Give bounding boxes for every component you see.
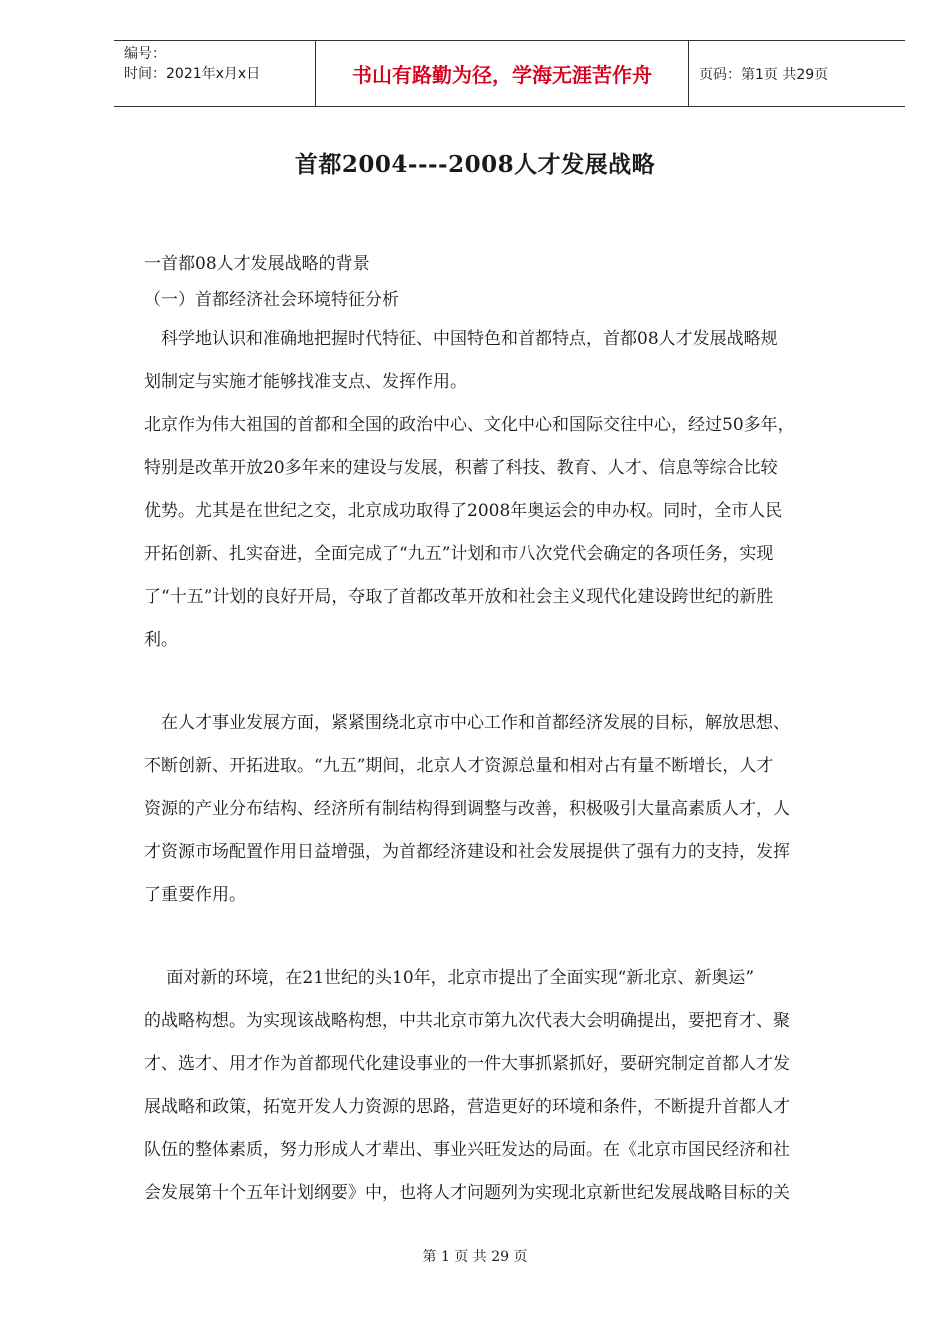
- document-title: 首都2004----2008人才发展战略: [294, 151, 656, 178]
- paragraph-line: 北京作为伟大祖国的首都和全国的政治中心、文化中心和国际交往中心，经过50多年，: [144, 415, 795, 435]
- paragraph-line: 优势。尤其是在世纪之交，北京成功取得了2008年奥运会的申办权。同时，全市人民: [144, 501, 783, 521]
- paragraph-line: 队伍的整体素质，努力形成人才辈出、事业兴旺发达的局面。在《北京市国民经济和社: [144, 1140, 790, 1160]
- header-meta: [114, 41, 316, 106]
- paragraph-line: 会发展第十个五年计划纲要》中，也将人才问题列为实现北京新世纪发展战略目标的关: [144, 1183, 790, 1203]
- paragraph-gap: [144, 917, 886, 957]
- paragraph-line: 了“十五”计划的良好开局，夺取了首都改革开放和社会主义现代化建设跨世纪的新胜: [144, 587, 774, 607]
- header-table: [114, 40, 905, 107]
- paragraph-line: 资源的产业分布结构、经济所有制结构得到调整与改善，积极吸引大量高素质人才，人: [144, 799, 790, 819]
- header-motto: 书山有路勤为径，学海无涯苦作舟: [316, 41, 689, 106]
- paragraph-line: 科学地认识和准确地把握时代特征、中国特色和首都特点，首都08人才发展战略规: [144, 329, 778, 349]
- paragraph-line: 划制定与实施才能够找准支点、发挥作用。: [144, 372, 467, 392]
- paragraph-line: 面对新的环境，在21世纪的头10年，北京市提出了全面实现“新北京、新奥运”: [144, 968, 755, 988]
- paragraph-line: 开拓创新、扎实奋进，全面完成了“九五”计划和市八次党代会确定的各项任务，实现: [144, 544, 774, 564]
- paragraph-line: 利。: [144, 630, 178, 650]
- paragraph-line: 特别是改革开放20多年来的建设与发展，积蓄了科技、教育、人才、信息等综合比较: [144, 458, 778, 478]
- document-body: [144, 246, 886, 1215]
- paragraph-line: 展战略和政策，拓宽开发人力资源的思路，营造更好的环境和条件，不断提升首都人才: [144, 1097, 790, 1117]
- paragraph-line: 在人才事业发展方面，紧紧围绕北京市中心工作和首都经济发展的目标，解放思想、: [144, 713, 790, 733]
- paragraph-1: [144, 318, 886, 404]
- subsection-heading: （一）首都经济社会环境特征分析: [144, 290, 399, 310]
- paragraph-gap: [144, 662, 886, 702]
- header-page-info: 页码：第1页 共29页: [699, 66, 829, 83]
- number-label: 编号：: [124, 46, 166, 62]
- paragraph-line: 才、选才、用才作为首都现代化建设事业的一件大事抓紧抓好，要研究制定首都人才发: [144, 1054, 790, 1074]
- paragraph-3: [144, 702, 886, 917]
- time-label: 时间：2021年x月x日: [124, 66, 261, 82]
- paragraph-line: 才资源市场配置作用日益增强，为首都经济建设和社会发展提供了强有力的支持，发挥: [144, 842, 790, 862]
- paragraph-line: 不断创新、开拓进取。“九五”期间，北京人才资源总量和相对占有量不断增长，人才: [144, 756, 774, 776]
- paragraph-4: [144, 957, 886, 1215]
- paragraph-line: 了重要作用。: [144, 885, 246, 905]
- paragraph-line: 的战略构想。为实现该战略构想，中共北京市第九次代表大会明确提出，要把育才、聚: [144, 1011, 790, 1031]
- page-footer: 第 1 页 共 29 页: [422, 1249, 528, 1265]
- section-heading: 一首都08人才发展战略的背景: [144, 254, 370, 274]
- paragraph-2: [144, 404, 886, 662]
